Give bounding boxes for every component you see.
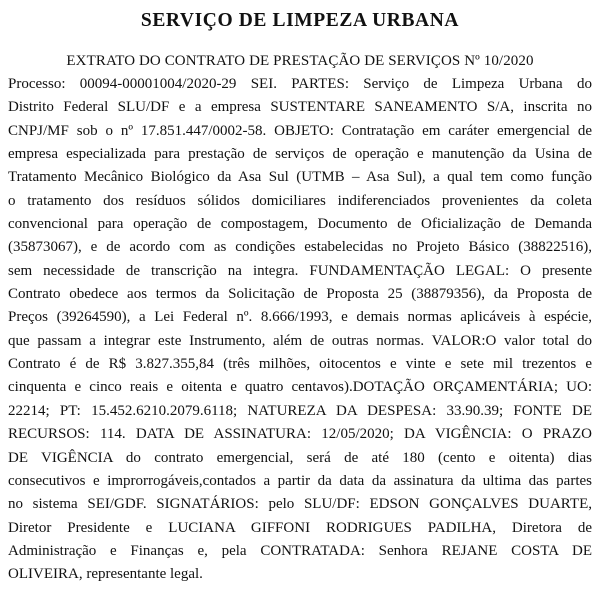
- body-line: cinquenta e cinco reais e oitenta e quatro centavos).DOTAÇÃO ORÇAMENTÁRIA; UO:: [8, 379, 592, 396]
- body-line: Tratamento Mecânico Biológico da Asa Sul (UTMB – Asa Sul), a qual tem como função: [8, 169, 592, 186]
- body-line: o tratamento dos resíduos sólidos domiciliares indiferenciados provenientes da coleta: [8, 192, 592, 209]
- body-line: Diretor Presidente e LUCIANA GIFFONI RODRIGUES PADILHA, Diretora de: [8, 519, 592, 536]
- body-line: Distrito Federal SLU/DF e a empresa SUSTENTARE SANEAMENTO S/A, inscrita no: [8, 99, 592, 116]
- body-line: (35873067), e de acordo com as condições estabelecidas no Projeto Básico (38822516),: [8, 239, 592, 256]
- body-line: OLIVEIRA, representante legal.: [8, 566, 203, 583]
- body-line: que passam a integrar este Instrumento, além de outras normas. VALOR:O valor total do: [8, 332, 592, 349]
- page-title: SERVIÇO DE LIMPEZA URBANA: [140, 10, 460, 31]
- body-line: CNPJ/MF sob o nº 17.851.447/0002-58. OBJETO: Contratação em caráter emergencial de: [8, 122, 592, 139]
- body-line: 22214; PT: 15.452.6210.2079.6118; NATUREZA DA DESPESA: 33.90.39; FONTE DE: [8, 402, 592, 419]
- body-line: empresa especializada para prestação de serviços de operação e manutenção da Usina de: [8, 146, 592, 163]
- document-subtitle: EXTRATO DO CONTRATO DE PRESTAÇÃO DE SERVIÇOS Nº 10/2020: [66, 53, 534, 69]
- body-line: DE VIGÊNCIA do contrato emergencial, será de até 180 (cento e oitenta) dias: [8, 449, 592, 466]
- body-line: Processo: 00094-00001004/2020-29 SEI. PARTES: Serviço de Limpeza Urbana do: [8, 76, 592, 92]
- body-line: consecutivos e improrrogáveis,contados a partir da data da assinatura da ultima das partes: [8, 472, 592, 489]
- body-line: no sistema SEI/GDF. SIGNATÁRIOS: pelo SLU/DF: EDSON GONÇALVES DUARTE,: [8, 496, 592, 513]
- body-line: Contrato obedece aos termos da Solicitação de Proposta 25 (38879356), da Proposta de: [8, 286, 592, 303]
- body-line: convencional para operação de compostagem, Documento de Oficialização de Demanda: [8, 216, 592, 233]
- contract-extract-body: [8, 73, 592, 587]
- body-line: Contrato é de R$ 3.827.355,84 (três milhões, oitocentos e vinte e sete mil trezentos e: [8, 356, 592, 373]
- body-line: Administração e Finanças e, pela CONTRATADA: Senhora REJANE COSTA DE: [8, 542, 592, 559]
- body-line: RECURSOS: 114. DATA DE ASSINATURA: 12/05/2020; DA VIGÊNCIA: O PRAZO: [8, 426, 592, 443]
- body-line: sem necessidade de transcrição na integra. FUNDAMENTAÇÃO LEGAL: O presente: [8, 262, 592, 279]
- body-line: Preços (39264590), a Lei Federal nº. 8.666/1993, e demais normas aplicáveis à espécie,: [8, 309, 592, 326]
